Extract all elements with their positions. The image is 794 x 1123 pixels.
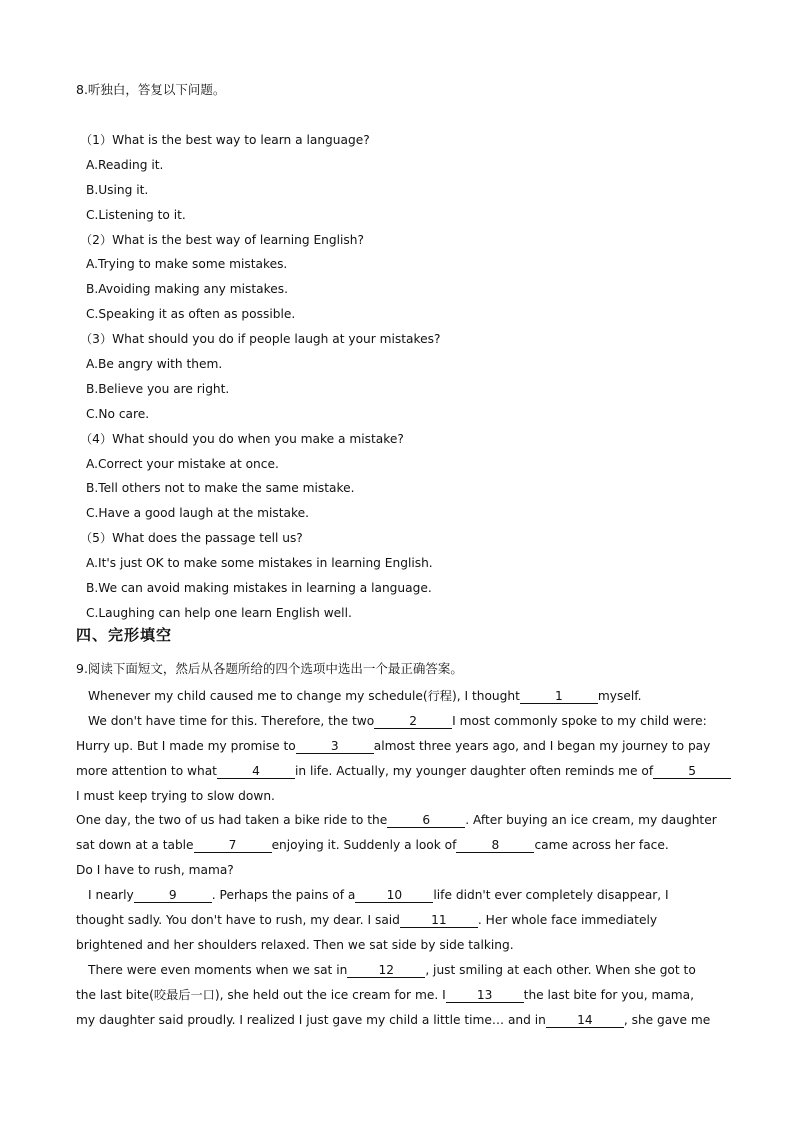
- answer-option: C.Have a good laugh at the mistake.: [86, 506, 309, 521]
- passage-text: my daughter said proudly. I realized I just gave my child a little time… and in: [76, 1012, 546, 1027]
- passage-text: . After buying an ice cream, my daughter: [465, 813, 717, 828]
- passage-line: [76, 808, 722, 833]
- passage-text: in life. Actually, my younger daughter often reminds me of: [294, 763, 654, 778]
- passage-text: I nearly: [88, 888, 134, 903]
- passage-text: . Perhaps the pains of a: [211, 888, 356, 903]
- passage-text: came across her face.: [534, 838, 669, 853]
- cloze-blank: 10: [355, 889, 433, 903]
- question-8-list: [80, 128, 720, 626]
- passage-text: thought sadly. You don't have to rush, my dear. I said: [76, 913, 400, 928]
- passage-text: almost three years ago, and I began my journey to pay: [373, 738, 711, 753]
- passage-text: , just smiling at each other. When she got to: [425, 962, 696, 977]
- passage-line: [76, 684, 722, 709]
- answer-option: C.Listening to it.: [86, 207, 186, 222]
- passage-text: more attention to what: [76, 763, 217, 778]
- question-8-sub-1: （1）What is the best way to learn a language?: [80, 133, 370, 147]
- answer-option: B.Believe you are right.: [86, 381, 230, 396]
- section-title: 四、完形填空: [76, 626, 173, 644]
- passage-line: [76, 1008, 722, 1033]
- cloze-blank: 5: [653, 765, 731, 779]
- cloze-blank: 13: [446, 989, 524, 1003]
- passage-line: [76, 958, 722, 983]
- passage-text: myself.: [597, 689, 642, 703]
- passage-line: [76, 759, 722, 784]
- answer-option: B.Using it.: [86, 182, 149, 197]
- answer-option: A.Trying to make some mistakes.: [86, 257, 288, 272]
- passage-line: [76, 933, 722, 958]
- passage-text: Do I have to rush, mama?: [76, 863, 234, 878]
- cloze-blank: 4: [217, 765, 295, 779]
- question-8-sub-3: （3）What should you do if people laugh at your mistakes?: [80, 332, 441, 347]
- question-8-sub-5: （5）What does the passage tell us?: [80, 531, 303, 546]
- passage-text: sat down at a table: [76, 838, 194, 853]
- answer-option: C.No care.: [86, 406, 150, 421]
- passage-line: [76, 858, 722, 883]
- answer-option: A.Reading it.: [86, 157, 164, 172]
- cloze-blank: 8: [456, 839, 534, 853]
- cloze-blank: 6: [387, 814, 465, 828]
- cloze-blank: 11: [400, 914, 478, 928]
- passage-text: I most commonly spoke to my child were:: [452, 713, 707, 728]
- passage-line: [76, 908, 722, 933]
- question-8-sub-2: （2）What is the best way of learning English?: [80, 232, 364, 247]
- passage-text: brightened and her shoulders relaxed. Then we sat side by side talking.: [76, 937, 514, 952]
- cloze-blank: 9: [134, 889, 212, 903]
- passage-text: One day, the two of us had taken a bike ride to the: [76, 813, 388, 828]
- passage-text: the last bite for you, mama,: [523, 987, 695, 1002]
- passage-line: [76, 784, 722, 809]
- passage-text: life didn't ever completely disappear, I: [433, 888, 669, 903]
- passage-text: . Her whole face immediately: [477, 913, 658, 928]
- passage-text: We don't have time for this. Therefore, the two: [88, 713, 375, 728]
- passage-text: I must keep trying to slow down.: [76, 788, 275, 803]
- answer-option: A.Correct your mistake at once.: [86, 456, 279, 471]
- passage-text: enjoying it. Suddenly a look of: [271, 838, 457, 853]
- answer-option: C.Speaking it as often as possible.: [86, 307, 296, 322]
- answer-option: A.It's just OK to make some mistakes in learning English.: [86, 556, 433, 571]
- question-8-title: 8.听独白，答复以下问题。: [76, 82, 226, 97]
- cloze-blank: 14: [546, 1014, 624, 1028]
- cloze-blank: 12: [347, 964, 425, 978]
- passage-text: , she gave me: [623, 1012, 711, 1027]
- cloze-blank: 1: [520, 690, 598, 704]
- passage-line: [76, 983, 722, 1008]
- passage-text: Hurry up. But I made my promise to: [76, 738, 296, 753]
- cloze-blank: 7: [194, 839, 272, 853]
- cloze-blank: 3: [296, 740, 374, 754]
- question-8-sub-4: （4）What should you do when you make a mistake?: [80, 431, 404, 446]
- answer-option: B.We can avoid making mistakes in learning a language.: [86, 581, 432, 596]
- answer-option: C.Laughing can help one learn English well.: [86, 605, 352, 620]
- cloze-passage: [76, 684, 722, 1032]
- passage-text: the last bite(咬最后一口), she held out the ice cream for me. I: [76, 987, 446, 1002]
- answer-option: B.Tell others not to make the same mistake.: [86, 481, 355, 496]
- cloze-blank: 2: [374, 715, 452, 729]
- passage-line: [76, 709, 722, 734]
- question-9-title: 9.阅读下面短文，然后从各题所给的四个选项中选出一个最正确答案。: [76, 661, 463, 676]
- passage-line: [76, 883, 722, 908]
- passage-text: There were even moments when we sat in: [88, 962, 348, 977]
- answer-option: B.Avoiding making any mistakes.: [86, 282, 288, 297]
- passage-line: [76, 734, 722, 759]
- passage-line: [76, 833, 722, 858]
- answer-option: A.Be angry with them.: [86, 357, 223, 372]
- passage-text: Whenever my child caused me to change my schedule(行程), I thought: [88, 689, 520, 703]
